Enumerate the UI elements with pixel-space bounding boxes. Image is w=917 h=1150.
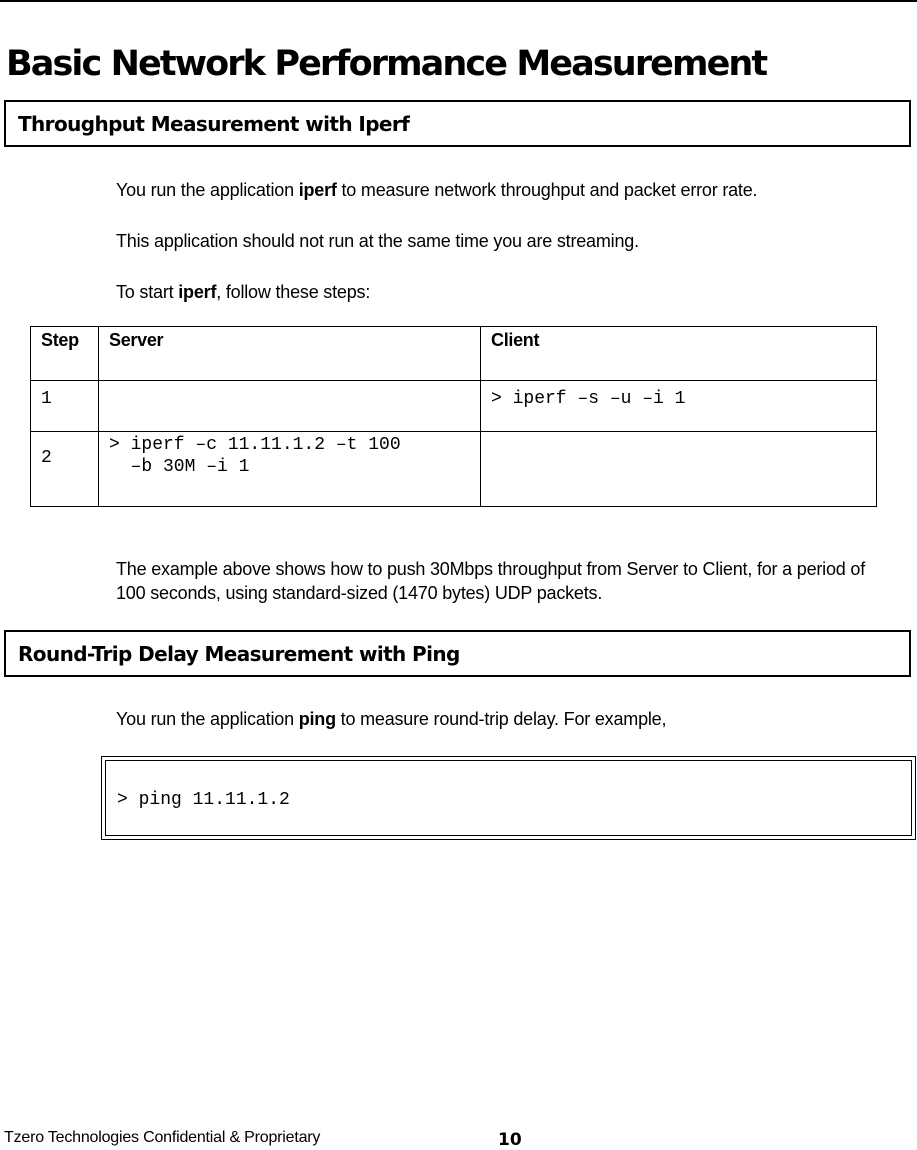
table-row — [31, 381, 877, 432]
bold-term: ping — [298, 709, 336, 729]
text-run: You run the application — [116, 709, 299, 729]
paragraph-iperf-steps — [116, 280, 886, 304]
table-row — [31, 432, 877, 507]
section-header-ping — [4, 630, 911, 677]
section-header-iperf — [4, 100, 911, 147]
section-title: Round-Trip Delay Measurement with Ping — [18, 642, 460, 666]
code-ping-command: > ping 11.11.1.2 — [117, 790, 290, 810]
cell-client — [481, 432, 877, 507]
text-run: You run the application — [116, 180, 299, 200]
header-step: Step — [31, 327, 99, 381]
header-client: Client — [481, 327, 877, 381]
text-run: To start — [116, 282, 179, 302]
paragraph-iperf-example-note: The example above shows how to push 30Mbps throughput from Server to Client, for a period of 100 seconds, using standard-sized (1470 bytes) UDP packets. — [116, 559, 866, 603]
table-header-row — [31, 327, 877, 381]
code-block-inner-border — [105, 760, 912, 836]
cell-server: > iperf –c 11.11.1.2 –t 100 –b 30M –i 1 — [99, 432, 481, 507]
paragraph-iperf-intro — [116, 178, 886, 202]
page-title: Basic Network Performance Measurement — [6, 44, 767, 84]
text-run: to measure network throughput and packet error rate. — [336, 180, 758, 200]
cell-server — [99, 381, 481, 432]
cell-step: 1 — [31, 381, 99, 432]
header-server: Server — [99, 327, 481, 381]
steps-table — [30, 326, 877, 507]
footer-confidential: Tzero Technologies Confidential & Proprietary — [4, 1129, 321, 1146]
cell-client: > iperf –s –u –i 1 — [481, 381, 877, 432]
page-number: 10 — [498, 1130, 522, 1150]
bold-term: iperf — [298, 180, 337, 200]
code-block — [101, 756, 916, 840]
paragraph-streaming-warning: This application should not run at the same time you are streaming. — [116, 231, 639, 251]
section-title: Throughput Measurement with Iperf — [18, 112, 410, 136]
paragraph-ping-intro — [116, 707, 886, 731]
text-run: to measure round-trip delay. For example, — [335, 709, 667, 729]
top-rule — [0, 0, 917, 2]
cell-step: 2 — [31, 432, 99, 507]
bold-term: iperf — [178, 282, 217, 302]
text-run: , follow these steps: — [216, 282, 371, 302]
